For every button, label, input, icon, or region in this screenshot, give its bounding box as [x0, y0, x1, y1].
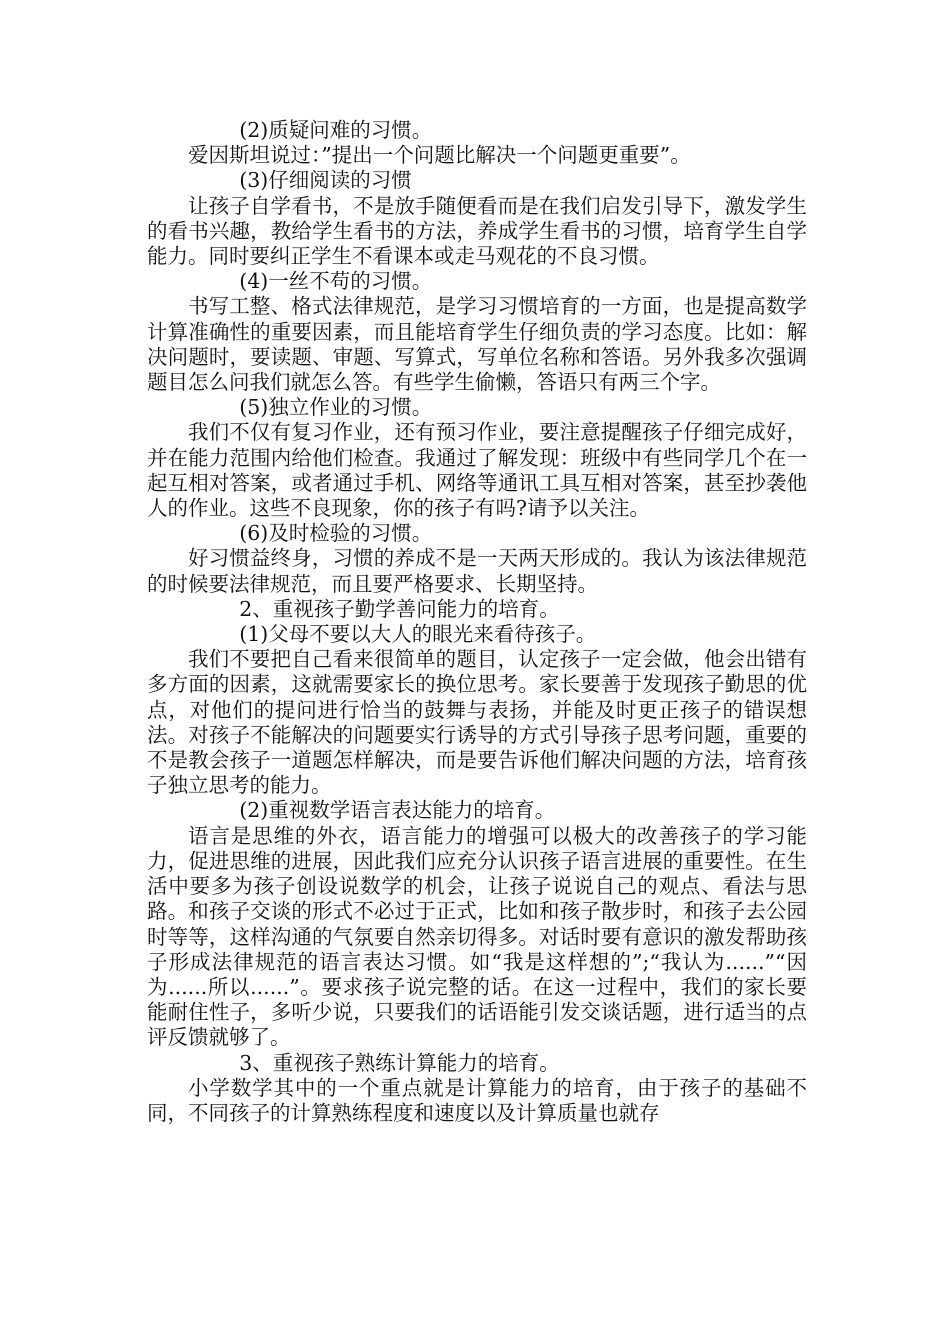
heading-adult-perspective: (1)父母不要以大人的眼光来看待孩子。 — [239, 622, 597, 647]
section-heading-2: 2、重视孩子勤学善问能力的培育。 — [239, 596, 560, 621]
paragraph-homework: 我们不仅有复习作业，还有预习作业，要注意提醒孩子仔细完成好，并在能力范围内给他们检查。我通过了解发现：班级中有些同学几个在一起互相对答案，或者通过手机、网络等通讯工具互相对答案，甚至抄袭他人的作业。这些不良现象，你的孩子有吗?请予以关注。 — [147, 420, 807, 521]
heading-language-expression: (2)重视数学语言表达能力的培育。 — [239, 798, 556, 823]
heading-independent-homework-habit: (5)独立作业的习惯。 — [239, 395, 433, 420]
paragraph-perspective-taking: 我们不要把自己看来很简单的题目，认定孩子一定会做，他会出错有多方面的因素，这就需要家长的换位思考。家长要善于发现孩子勤思的优点，对他们的提问进行恰当的鼓舞与表扬，并能及时更正孩子的错误想法。对孩子不能解决的问题要实行诱导的方式引导孩子思考问题，重要的不是教会孩子一道题怎样解决，而是要告诉他们解决问题的方法，培育孩子独立思考的能力。 — [147, 647, 807, 798]
heading-meticulous-habit: (4)一丝不苟的习惯。 — [239, 269, 433, 294]
paragraph-self-study-reading: 让孩子自学看书，不是放手随便看而是在我们启发引导下，激发学生的看书兴趣，教给学生看书的方法，养成学生看书的习惯，培育学生自学能力。同时要纠正学生不看课本或走马观花的不良习惯。 — [147, 193, 807, 269]
paragraph-language-ability: 语言是思维的外衣，语言能力的增强可以极大的改善孩子的学习能力，促进思维的进展，因此我们应充分认识孩子语言进展的重要性。在生活中要多为孩子创设说数学的机会，让孩子说说自己的观点、看法与思路。和孩子交谈的形式不必过于正式，比如和孩子散步时，和孩子去公园时等等，这样沟通的气氛要自然亲切得多。对话时要有意识的激发帮助孩子形成法律规范的语言表达习惯。如“我是这样想的”;“我认为......”“因为......所以......”。要求孩子说完整的话。在这一过程中，我们的家长要能耐住性子，多听少说，只要我们的话语能引发交谈话题，进行适当的点评反馈就够了。 — [147, 823, 807, 1050]
paragraph-neat-writing: 书写工整、格式法律规范，是学习习惯培育的一方面，也是提高数学计算准确性的重要因素，而且能培育学生仔细负责的学习态度。比如：解决问题时，要读题、审题、写算式，写单位名称和答语。另外我多次强调题目怎么问我们就怎么答。有些学生偷懒，答语只有两三个字。 — [147, 294, 807, 395]
paragraph-calculation-ability: 小学数学其中的一个重点就是计算能力的培育，由于孩子的基础不同，不同孩子的计算熟练程度和速度以及计算质量也就存 — [147, 1075, 807, 1125]
paragraph-einstein-quote: 爱因斯坦说过：”提出一个问题比解决一个问题更重要”。 — [188, 143, 691, 168]
heading-timely-checking-habit: (6)及时检验的习惯。 — [239, 521, 433, 546]
heading-careful-reading-habit: (3)仔细阅读的习惯 — [239, 168, 412, 193]
heading-questioning-habit: (2)质疑问难的习惯。 — [239, 118, 433, 142]
document-page — [147, 118, 807, 1126]
paragraph-good-habits: 好习惯益终身，习惯的养成不是一天两天形成的。我认为该法律规范的时候要法律规范，而且要严格要求、长期坚持。 — [147, 546, 807, 596]
section-heading-3: 3、重视孩子熟练计算能力的培育。 — [239, 1050, 560, 1075]
